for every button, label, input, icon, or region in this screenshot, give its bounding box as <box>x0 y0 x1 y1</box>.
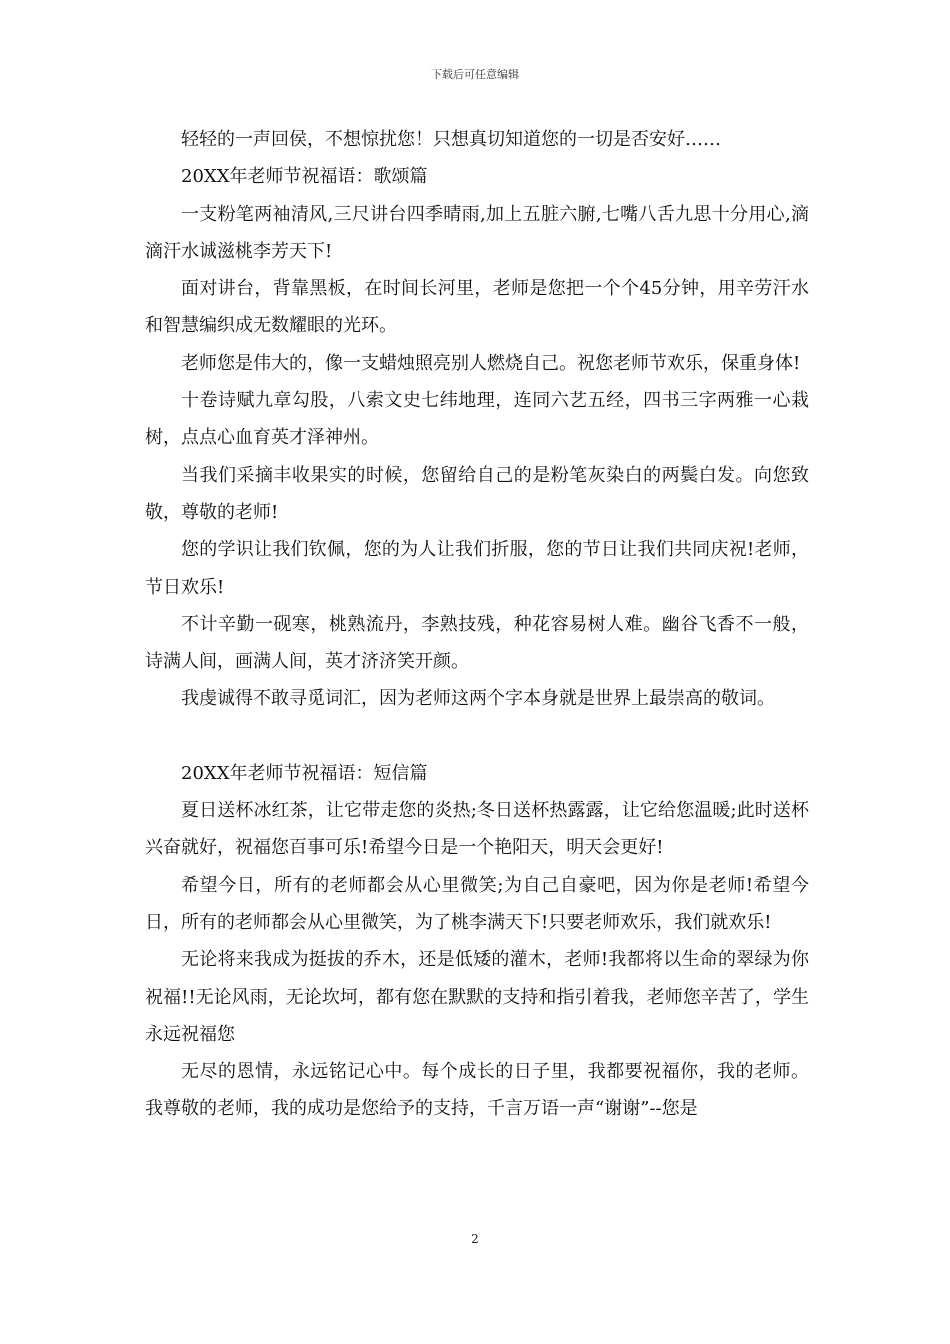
paragraph: 夏日送杯冰红茶，让它带走您的炎热;冬日送杯热露露，让它给您温暖;此时送杯兴奋就好，祝福您百事可乐!希望今日是一个艳阳天，明天会更好! <box>145 800 809 859</box>
paragraph: 老师您是伟大的，像一支蜡烛照亮别人燃烧自己。祝您老师节欢乐，保重身体! <box>181 352 801 374</box>
section-heading-sms: 20XX年老师节祝福语：短信篇 <box>181 762 428 784</box>
paragraph: 无论将来我成为挺拔的乔木，还是低矮的灌木，老师!我都将以生命的翠绿为你祝福!!无论风雨，无论坎坷，都有您在默默的支持和指引着我，老师您辛苦了，学生永远祝福您 <box>145 949 809 1045</box>
paragraph-greeting: 轻轻的一声回侯，不想惊扰您！只想真切知道您的一切是否安好…… <box>181 129 721 150</box>
paragraph: 希望今日，所有的老师都会从心里微笑;为自己自豪吧，因为你是老师!希望今日，所有的老师都会从心里微笑，为了桃李满天下!只要老师欢乐，我们就欢乐! <box>145 874 809 933</box>
paragraph: 面对讲台，背靠黑板，在时间长河里，老师是您把一个个45分钟，用辛劳汗水和智慧编织成无数耀眼的光环。 <box>145 278 809 337</box>
document-body <box>145 121 809 1128</box>
paragraph: 您的学识让我们钦佩，您的为人让我们折服，您的节日让我们共同庆祝!老师，节日欢乐! <box>145 539 809 598</box>
page-number: 2 <box>471 1232 479 1246</box>
paragraph: 一支粉笔两袖清风,三尺讲台四季晴雨,加上五脏六腑,七嘴八舌九思十分用心,滴滴汗水诚滋桃李芳天下! <box>145 203 809 262</box>
paragraph: 无尽的恩情，永远铭记心中。每个成长的日子里，我都要祝福你，我的老师。我尊敬的老师，我的成功是您给予的支持，千言万语一声“谢谢”--您是 <box>145 1061 809 1120</box>
blank-line <box>145 718 809 755</box>
paragraph: 我虔诚得不敢寻觅词汇，因为老师这两个字本身就是世界上最崇高的敬词。 <box>181 688 775 710</box>
section-heading-praise: 20XX年老师节祝福语：歌颂篇 <box>181 166 428 188</box>
paragraph: 十卷诗赋九章勾股，八索文史七纬地理，连同六艺五经，四书三字两雅一心栽树，点点心血育英才泽神州。 <box>145 390 809 449</box>
paragraph: 不计辛勤一砚寒，桃熟流丹，李熟技残，种花容易树人难。幽谷飞香不一般，诗满人间，画满人间，英才济济笑开颜。 <box>145 613 809 673</box>
paragraph: 当我们采摘丰收果实的时候，您留给自己的是粉笔灰染白的两鬓白发。向您致敬，尊敬的老师! <box>145 464 809 523</box>
page-header: 下载后可任意编辑 <box>431 68 519 81</box>
